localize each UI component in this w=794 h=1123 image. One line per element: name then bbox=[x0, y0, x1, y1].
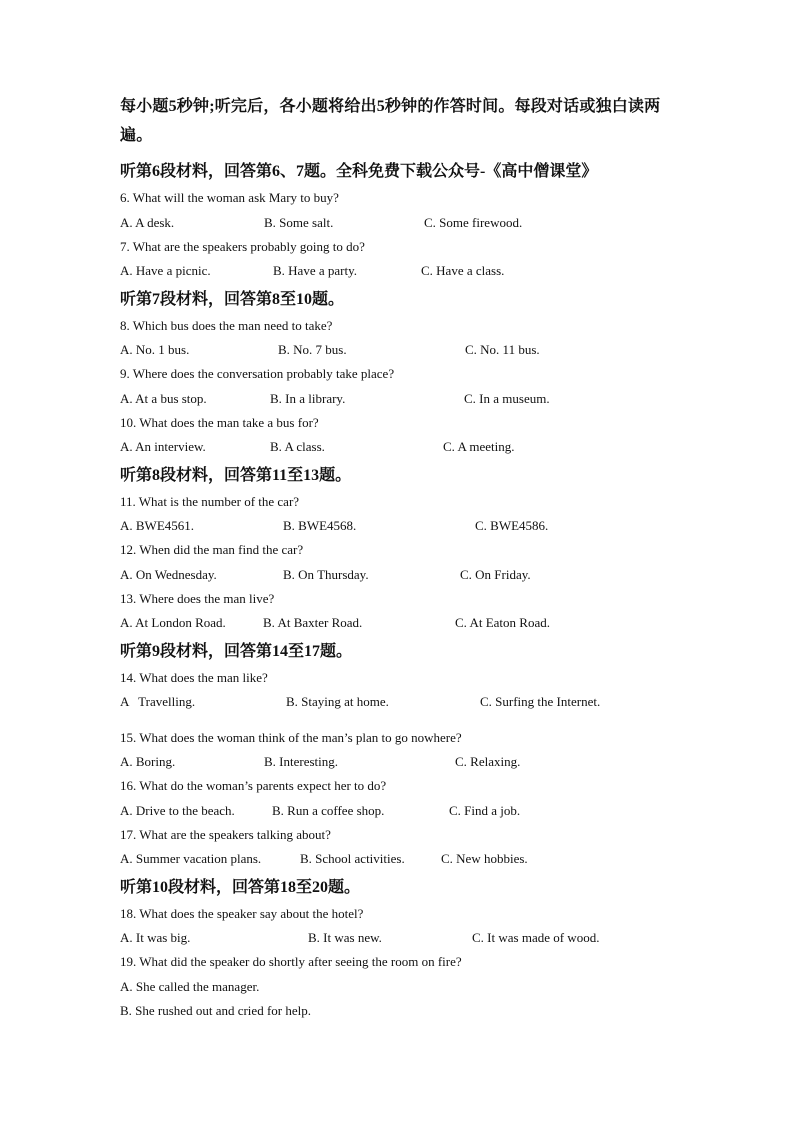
q10-option-c: C. A meeting. bbox=[443, 439, 515, 454]
question-7: 7. What are the speakers probably going to do? bbox=[120, 239, 365, 254]
question-8: 8. Which bus does the man need to take? bbox=[120, 318, 333, 333]
section-heading-9: 听第9段材料，回答第14至17题。 bbox=[120, 643, 353, 660]
question-9: 9. Where does the conversation probably take place? bbox=[120, 366, 395, 381]
q6-option-a: A. A desk. bbox=[120, 215, 175, 230]
q13-option-c: C. At Eaton Road. bbox=[455, 615, 550, 630]
intro-text: 每小题5秒钟;听完后，各小题将给出5秒钟的作答时间。每段对话或独白读两遍。 bbox=[120, 98, 661, 144]
q13-option-a: A. At London Road. bbox=[120, 615, 226, 630]
q11-option-a: A. BWE4561. bbox=[120, 518, 195, 533]
q18-option-b: B. It was new. bbox=[308, 930, 382, 945]
q19-option-b: B. She rushed out and cried for help. bbox=[120, 1003, 311, 1018]
q10-option-b: B. A class. bbox=[270, 439, 325, 454]
question-12: 12. When did the man find the car? bbox=[120, 542, 304, 557]
q7-option-c: C. Have a class. bbox=[421, 263, 505, 278]
question-6: 6. What will the woman ask Mary to buy? bbox=[120, 190, 339, 205]
q15-option-b: B. Interesting. bbox=[264, 754, 339, 769]
q14-option-b: B. Staying at home. bbox=[286, 694, 389, 709]
question-11: 11. What is the number of the car? bbox=[120, 494, 300, 509]
q17-option-b: B. School activities. bbox=[300, 851, 405, 866]
q6-option-b: B. Some salt. bbox=[264, 215, 334, 230]
question-15: 15. What does the woman think of the man’s plan to go nowhere? bbox=[120, 730, 462, 745]
q12-option-a: A. On Wednesday. bbox=[120, 567, 217, 582]
q10-option-a: A. An interview. bbox=[120, 439, 206, 454]
q9-option-a: A. At a bus stop. bbox=[120, 391, 207, 406]
section-heading-7: 听第7段材料，回答第8至10题。 bbox=[120, 291, 345, 308]
q16-option-b: B. Run a coffee shop. bbox=[272, 803, 385, 818]
question-10: 10. What does the man take a bus for? bbox=[120, 415, 319, 430]
section-heading-10: 听第10段材料，回答第18至20题。 bbox=[120, 879, 361, 896]
q16-option-c: C. Find a job. bbox=[449, 803, 521, 818]
question-19: 19. What did the speaker do shortly after seeing the room on fire? bbox=[120, 954, 462, 969]
q17-option-c: C. New hobbies. bbox=[441, 851, 528, 866]
q16-option-a: A. Drive to the beach. bbox=[120, 803, 235, 818]
q14-option-a: A Travelling. bbox=[120, 694, 196, 709]
q14-option-c: C. Surfing the Internet. bbox=[480, 694, 601, 709]
q8-option-a: A. No. 1 bus. bbox=[120, 342, 190, 357]
section-heading-8: 听第8段材料，回答第11至13题。 bbox=[120, 467, 352, 484]
q18-option-a: A. It was big. bbox=[120, 930, 191, 945]
q18-option-c: C. It was made of wood. bbox=[472, 930, 600, 945]
question-16: 16. What do the woman’s parents expect her to do? bbox=[120, 778, 387, 793]
q6-option-c: C. Some firewood. bbox=[424, 215, 523, 230]
q8-option-b: B. No. 7 bus. bbox=[278, 342, 347, 357]
q7-option-b: B. Have a party. bbox=[273, 263, 357, 278]
question-17: 17. What are the speakers talking about? bbox=[120, 827, 331, 842]
q11-option-c: C. BWE4586. bbox=[475, 518, 549, 533]
q7-option-a: A. Have a picnic. bbox=[120, 263, 211, 278]
question-13: 13. Where does the man live? bbox=[120, 591, 275, 606]
q11-option-b: B. BWE4568. bbox=[283, 518, 357, 533]
q19-option-a: A. She called the manager. bbox=[120, 979, 260, 994]
q9-option-c: C. In a museum. bbox=[464, 391, 550, 406]
question-14: 14. What does the man like? bbox=[120, 670, 268, 685]
q12-option-b: B. On Thursday. bbox=[283, 567, 369, 582]
q15-option-c: C. Relaxing. bbox=[455, 754, 521, 769]
q9-option-b: B. In a library. bbox=[270, 391, 346, 406]
q15-option-a: A. Boring. bbox=[120, 754, 176, 769]
q8-option-c: C. No. 11 bus. bbox=[465, 342, 540, 357]
q12-option-c: C. On Friday. bbox=[460, 567, 531, 582]
question-18: 18. What does the speaker say about the hotel? bbox=[120, 906, 364, 921]
section-heading-6: 听第6段材料，回答第6、7题。全科免费下载公众号-《高中僧课堂》 bbox=[120, 163, 598, 180]
q17-option-a: A. Summer vacation plans. bbox=[120, 851, 262, 866]
q13-option-b: B. At Baxter Road. bbox=[263, 615, 363, 630]
